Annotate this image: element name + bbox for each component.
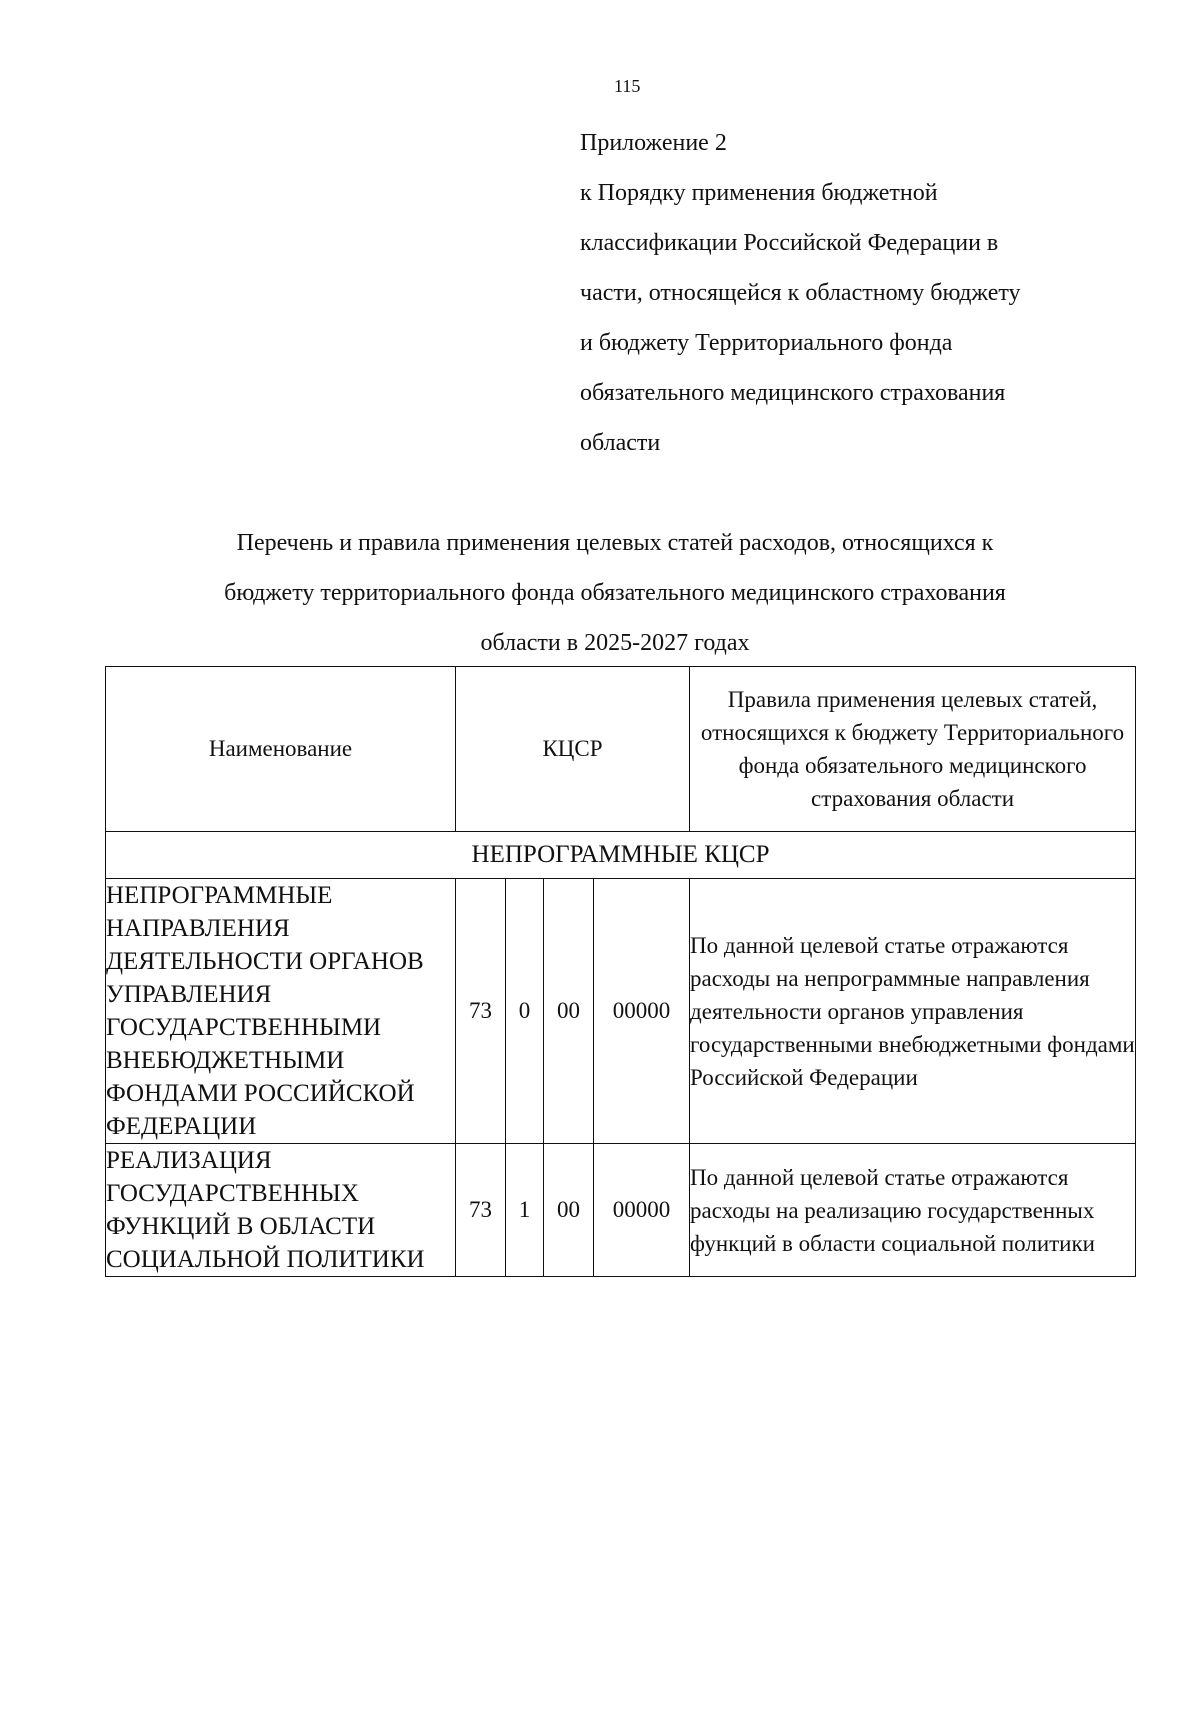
code-subprogram: 0 (506, 879, 544, 1144)
appendix-line: обязательного медицинского страхования (580, 380, 1006, 406)
code-program: 73 (456, 1144, 506, 1277)
row-name: НЕПРОГРАММНЫЕ НАПРАВЛЕНИЯ ДЕЯТЕЛЬНОСТИ ОРГАНОВ УПРАВЛЕНИЯ ГОСУДАРСТВЕННЫМИ ВНЕБЮДЖЕТНЫМИ ФОНДАМИ РОССИЙСКОЙ ФЕДЕРАЦИИ (106, 879, 456, 1144)
document-title (100, 518, 1130, 668)
code-direction: 00000 (594, 879, 690, 1144)
header-code: КЦСР (456, 667, 690, 832)
code-subprogram: 1 (506, 1144, 544, 1277)
code-program: 73 (456, 879, 506, 1144)
document-title-line: области в 2025-2027 годах (480, 630, 750, 656)
code-direction: 00000 (594, 1144, 690, 1277)
row-rule: По данной целевой статье отражаются расходы на непрограммные направления деятельности органов управления государственными внебюджетными фондами Российской Федерации (690, 879, 1136, 1144)
appendix-line: и бюджету Территориального фонда (580, 330, 953, 356)
page-number: 115 (614, 76, 641, 96)
appendix-title: Приложение 2 (580, 130, 727, 156)
appendix-lines (580, 168, 1140, 468)
table-header-row (106, 667, 1136, 832)
appendix-line: области (580, 430, 661, 456)
section-row (106, 832, 1136, 879)
row-rule: По данной целевой статье отражаются расходы на реализацию государственных функций в области социальной политики (690, 1144, 1136, 1277)
row-name: РЕАЛИЗАЦИЯ ГОСУДАРСТВЕННЫХ ФУНКЦИЙ В ОБЛАСТИ СОЦИАЛЬНОЙ ПОЛИТИКИ (106, 1144, 456, 1277)
document-title-line: бюджету территориального фонда обязательного медицинского страхования (224, 580, 1006, 606)
document-title-line: Перечень и правила применения целевых статей расходов, относящихся к (236, 530, 994, 556)
header-name: Наименование (106, 667, 456, 832)
table-row (106, 879, 1136, 1144)
section-title: НЕПРОГРАММНЫЕ КЦСР (106, 832, 1136, 879)
code-event: 00 (544, 879, 594, 1144)
code-event: 00 (544, 1144, 594, 1277)
appendix-block (580, 118, 1140, 468)
appendix-line: к Порядку применения бюджетной (580, 180, 938, 206)
table-row (106, 1144, 1136, 1277)
appendix-line: части, относящейся к областному бюджету (580, 280, 1021, 306)
target-articles-table (105, 666, 1136, 1277)
appendix-line: классификации Российской Федерации в (580, 230, 999, 256)
header-rules: Правила применения целевых статей, относящихся к бюджету Территориального фонда обязательного медицинского страхования области (690, 667, 1136, 832)
